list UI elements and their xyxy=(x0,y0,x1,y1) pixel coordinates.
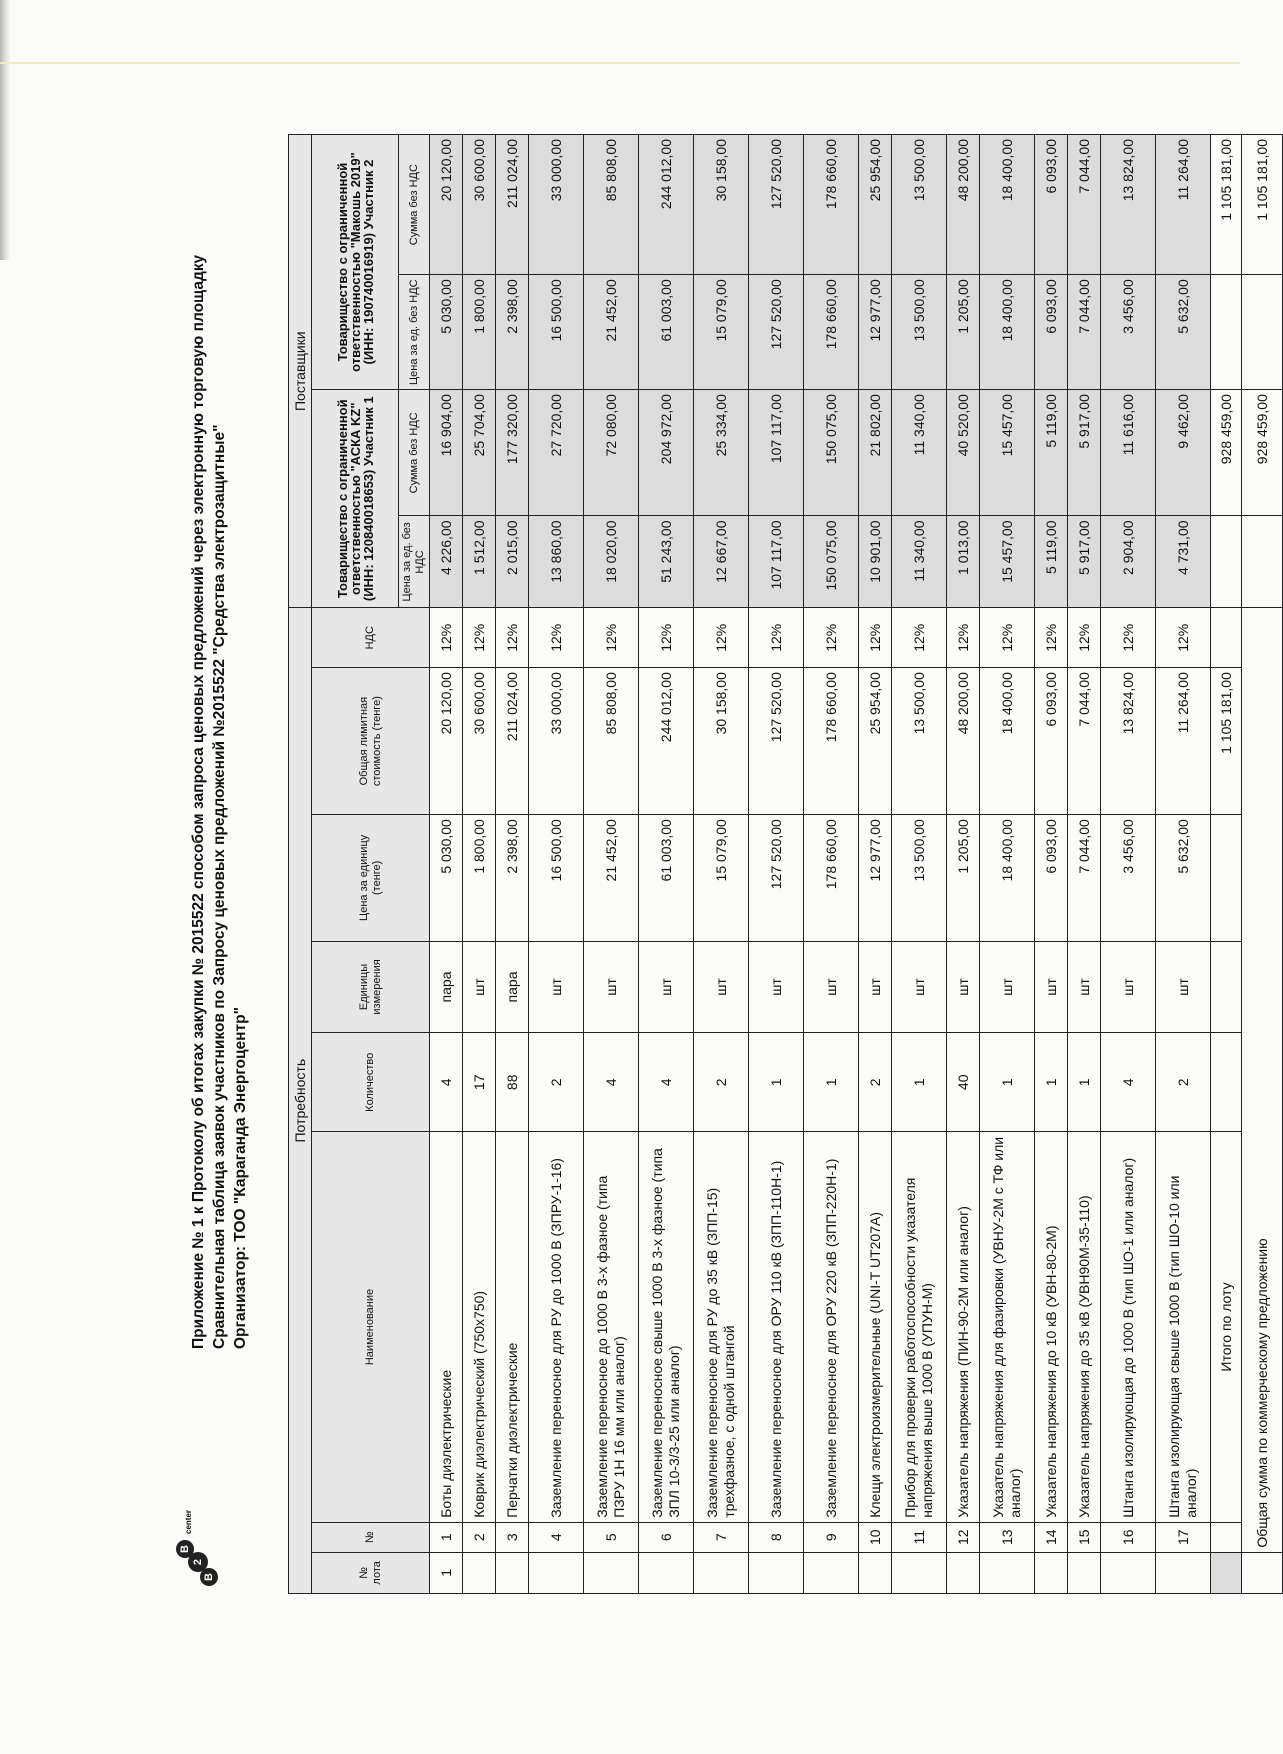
cell-p2-price: 7 044,00 xyxy=(1068,275,1101,390)
cell-price: 18 400,00 xyxy=(980,815,1035,941)
cell-n: 2 xyxy=(463,1522,496,1552)
cell-p2-sum: 7 044,00 xyxy=(1068,135,1101,275)
cell-total: 244 012,00 xyxy=(639,668,694,815)
cell-p2-sum: 13 824,00 xyxy=(1101,135,1156,275)
cell-vat: 12% xyxy=(529,608,584,668)
cell-vat: 12% xyxy=(1035,608,1068,668)
cell-total: 13 500,00 xyxy=(892,668,947,815)
cell-total: 7 044,00 xyxy=(1068,668,1101,815)
cell-p2-price: 5 030,00 xyxy=(430,275,463,390)
cell-total: 30 158,00 xyxy=(694,668,749,815)
rotated-page xyxy=(170,134,1270,1594)
table-row xyxy=(584,135,639,1594)
cell-n: 10 xyxy=(859,1522,892,1552)
cell-p1-price: 5 119,00 xyxy=(1035,516,1068,608)
table-row xyxy=(1068,135,1101,1594)
participant-1-header: Товарищество с ограниченной ответственностью "АСКА KZ" (ИНН: 120840018653) Участник 1 xyxy=(312,390,399,608)
cell-p1-price: 15 457,00 xyxy=(980,516,1035,608)
cell-p1-sum: 9 462,00 xyxy=(1156,390,1211,516)
cell-p1-price: 11 340,00 xyxy=(892,516,947,608)
cell-p1-price: 51 243,00 xyxy=(639,516,694,608)
cell-n: 11 xyxy=(892,1522,947,1552)
cell-unit: шт xyxy=(980,941,1035,1033)
cell-p2-sum: 33 000,00 xyxy=(529,135,584,275)
cell-unit: шт xyxy=(1156,941,1211,1033)
cell-vat: 12% xyxy=(859,608,892,668)
cell-name: Боты диэлектрические xyxy=(430,1132,463,1523)
lot-total-p2: 1 105 181,00 xyxy=(1211,135,1242,275)
cell-name: Коврик диэлектрический (750х750) xyxy=(463,1132,496,1523)
scan-edge xyxy=(0,0,10,260)
table-row xyxy=(892,135,947,1594)
cell-unit: шт xyxy=(859,941,892,1033)
cell-total: 127 520,00 xyxy=(749,668,804,815)
need-header: Потребность xyxy=(289,608,312,1594)
cell-price: 3 456,00 xyxy=(1101,815,1156,941)
cell-p2-price: 5 632,00 xyxy=(1156,275,1211,390)
cell-total: 30 600,00 xyxy=(463,668,496,815)
table-row xyxy=(980,135,1035,1594)
cell-qty: 2 xyxy=(1156,1033,1211,1132)
cell-p1-sum: 25 334,00 xyxy=(694,390,749,516)
table-row xyxy=(694,135,749,1594)
cell-price: 127 520,00 xyxy=(749,815,804,941)
cell-p1-sum: 25 704,00 xyxy=(463,390,496,516)
cell-p2-sum: 25 954,00 xyxy=(859,135,892,275)
cell-p2-price: 15 079,00 xyxy=(694,275,749,390)
cell-p1-sum: 107 117,00 xyxy=(749,390,804,516)
cell-p2-price: 18 400,00 xyxy=(980,275,1035,390)
cell-price: 1 205,00 xyxy=(947,815,980,941)
cell-name: Заземление переносное до 1000 В 3-х фазное (типа ПЗРУ 1Н 16 мм или аналог) xyxy=(584,1132,639,1523)
cell-p2-price: 16 500,00 xyxy=(529,275,584,390)
cell-n: 1 xyxy=(430,1522,463,1552)
cell-p1-sum: 15 457,00 xyxy=(980,390,1035,516)
cell-p1-price: 150 075,00 xyxy=(804,516,859,608)
table-row xyxy=(1101,135,1156,1594)
cell-price: 6 093,00 xyxy=(1035,815,1068,941)
cell-p2-sum: 6 093,00 xyxy=(1035,135,1068,275)
cell-price: 2 398,00 xyxy=(496,815,529,941)
cell-name: Штанга изолирующая свыше 1000 В (тип ШО-10 или аналог) xyxy=(1156,1132,1211,1523)
cell-name: Указатель напряжения до 35 кВ (УВН90М-35-110) xyxy=(1068,1132,1101,1523)
table-row xyxy=(947,135,980,1594)
cell-unit: шт xyxy=(463,941,496,1033)
cell-total: 18 400,00 xyxy=(980,668,1035,815)
cell-n: 16 xyxy=(1101,1522,1156,1552)
cell-qty: 1 xyxy=(804,1033,859,1132)
cell-vat: 12% xyxy=(1068,608,1101,668)
lot-total-row xyxy=(1211,135,1242,1594)
cell-qty: 4 xyxy=(1101,1033,1156,1132)
cell-qty: 1 xyxy=(1068,1033,1101,1132)
cell-p2-sum: 13 500,00 xyxy=(892,135,947,275)
cell-vat: 12% xyxy=(1156,608,1211,668)
cell-vat: 12% xyxy=(639,608,694,668)
cell-vat: 12% xyxy=(430,608,463,668)
cell-unit: шт xyxy=(584,941,639,1033)
cell-p1-price: 1 013,00 xyxy=(947,516,980,608)
cell-p1-price: 13 860,00 xyxy=(529,516,584,608)
cell-price: 21 452,00 xyxy=(584,815,639,941)
cell-n: 5 xyxy=(584,1522,639,1552)
cell-name: Заземление переносное свыше 1000 В 3-х фазное (типа ЗПЛ 10-3/3-25 или аналог) xyxy=(639,1132,694,1523)
cell-p1-sum: 16 904,00 xyxy=(430,390,463,516)
cell-name: Заземление переносное для ОРУ 220 кВ (ЗПП-220Н-1) xyxy=(804,1132,859,1523)
b2b-center-logo: B 2 B center xyxy=(174,1436,234,1586)
cell-vat: 12% xyxy=(496,608,529,668)
cell-p1-price: 1 512,00 xyxy=(463,516,496,608)
cell-unit: шт xyxy=(1035,941,1068,1033)
cell-unit: шт xyxy=(529,941,584,1033)
cell-n: 8 xyxy=(749,1522,804,1552)
document-titles xyxy=(188,255,251,1349)
table-body xyxy=(430,135,1211,1594)
commercial-total-row xyxy=(1242,135,1283,1594)
p1-sum-header: Сумма без НДС xyxy=(399,390,430,516)
cell-total: 25 954,00 xyxy=(859,668,892,815)
cell-p1-price: 2 015,00 xyxy=(496,516,529,608)
cell-p2-price: 61 003,00 xyxy=(639,275,694,390)
cell-total: 85 808,00 xyxy=(584,668,639,815)
cell-total: 48 200,00 xyxy=(947,668,980,815)
cell-name: Штанга изолирующая до 1000 В (тип ШО-1 или аналог) xyxy=(1101,1132,1156,1523)
cell-qty: 1 xyxy=(749,1033,804,1132)
cell-p1-price: 107 117,00 xyxy=(749,516,804,608)
cell-p1-sum: 27 720,00 xyxy=(529,390,584,516)
cell-unit: шт xyxy=(947,941,980,1033)
cell-total: 6 093,00 xyxy=(1035,668,1068,815)
cell-qty: 1 xyxy=(892,1033,947,1132)
cell-qty: 1 xyxy=(980,1033,1035,1132)
qty-col-header: Количество xyxy=(312,1033,430,1132)
cell-unit: шт xyxy=(639,941,694,1033)
cell-p1-sum: 21 802,00 xyxy=(859,390,892,516)
cell-qty: 2 xyxy=(694,1033,749,1132)
cell-price: 13 500,00 xyxy=(892,815,947,941)
table-row xyxy=(529,135,584,1594)
cell-qty: 2 xyxy=(859,1033,892,1132)
cell-p2-price: 21 452,00 xyxy=(584,275,639,390)
cell-n: 6 xyxy=(639,1522,694,1552)
cell-p2-sum: 85 808,00 xyxy=(584,135,639,275)
cell-p2-price: 12 977,00 xyxy=(859,275,892,390)
cell-price: 61 003,00 xyxy=(639,815,694,941)
p2-sum-header: Сумма без НДС xyxy=(399,135,430,275)
lot-total-limit: 1 105 181,00 xyxy=(1211,668,1242,815)
table-row xyxy=(1156,135,1211,1594)
cell-n: 12 xyxy=(947,1522,980,1552)
cell-price: 16 500,00 xyxy=(529,815,584,941)
cell-total: 178 660,00 xyxy=(804,668,859,815)
cell-p1-sum: 40 520,00 xyxy=(947,390,980,516)
p1-unit-price-header: Цена за ед. без НДС xyxy=(399,516,430,608)
cell-p1-price: 18 020,00 xyxy=(584,516,639,608)
cell-p2-sum: 244 012,00 xyxy=(639,135,694,275)
cell-vat: 12% xyxy=(947,608,980,668)
cell-p1-sum: 5 917,00 xyxy=(1068,390,1101,516)
cell-p2-price: 3 456,00 xyxy=(1101,275,1156,390)
table-row xyxy=(430,135,463,1594)
cell-p2-price: 6 093,00 xyxy=(1035,275,1068,390)
cell-p2-sum: 11 264,00 xyxy=(1156,135,1211,275)
cell-p1-price: 12 667,00 xyxy=(694,516,749,608)
cell-total: 13 824,00 xyxy=(1101,668,1156,815)
cell-name: Заземление переносное для ОРУ 110 кВ (ЗПП-110Н-1) xyxy=(749,1132,804,1523)
table-row xyxy=(639,135,694,1594)
cell-p2-sum: 30 600,00 xyxy=(463,135,496,275)
cell-vat: 12% xyxy=(1101,608,1156,668)
price-col-header: Цена за единицу (тенге) xyxy=(312,815,430,941)
cell-name: Клещи электроизмерительные (UNI-T UT207A) xyxy=(859,1132,892,1523)
cell-price: 5 030,00 xyxy=(430,815,463,941)
scan-line xyxy=(0,62,1240,64)
cell-p2-sum: 211 024,00 xyxy=(496,135,529,275)
lot-total-p1: 928 459,00 xyxy=(1211,390,1242,516)
cell-name: Прибор для проверки работоспособности указателя напряжения выше 1000 В (УПУН-М) xyxy=(892,1132,947,1523)
cell-vat: 12% xyxy=(463,608,496,668)
table-row xyxy=(859,135,892,1594)
cell-p2-price: 13 500,00 xyxy=(892,275,947,390)
cell-p2-sum: 178 660,00 xyxy=(804,135,859,275)
p2-unit-price-header: Цена за ед. без НДС xyxy=(399,275,430,390)
cell-vat: 12% xyxy=(694,608,749,668)
cell-n: 17 xyxy=(1156,1522,1211,1552)
cell-p2-price: 2 398,00 xyxy=(496,275,529,390)
table-row xyxy=(463,135,496,1594)
cell-p1-price: 4 731,00 xyxy=(1156,516,1211,608)
cell-p2-sum: 127 520,00 xyxy=(749,135,804,275)
cell-p1-sum: 5 119,00 xyxy=(1035,390,1068,516)
cell-name: Заземление переносное для РУ до 35 кВ (ЗПП-15) трехфазное, с одной штангой xyxy=(694,1132,749,1523)
cell-p1-sum: 11 616,00 xyxy=(1101,390,1156,516)
cell-qty: 1 xyxy=(1035,1033,1068,1132)
title-line-3: Организатор: ТОО "Караганда Энергоцентр" xyxy=(232,1007,249,1349)
lot-total-label: Итого по лоту xyxy=(1211,1132,1242,1523)
table-row xyxy=(804,135,859,1594)
cell-total: 33 000,00 xyxy=(529,668,584,815)
cell-p2-sum: 30 158,00 xyxy=(694,135,749,275)
cell-qty: 4 xyxy=(430,1033,463,1132)
cell-qty: 88 xyxy=(496,1033,529,1132)
document-header xyxy=(170,134,288,1594)
cell-n: 15 xyxy=(1068,1522,1101,1552)
unit-col-header: Единицы измерения xyxy=(312,941,430,1033)
cell-total: 11 264,00 xyxy=(1156,668,1211,815)
num-col-header: № xyxy=(312,1522,430,1552)
cell-p1-price: 4 226,00 xyxy=(430,516,463,608)
cell-p2-sum: 18 400,00 xyxy=(980,135,1035,275)
cell-p1-sum: 11 340,00 xyxy=(892,390,947,516)
lot-col-header: № лота xyxy=(312,1552,430,1593)
cell-vat: 12% xyxy=(584,608,639,668)
commercial-total-p2: 1 105 181,00 xyxy=(1242,135,1283,275)
cell-price: 1 800,00 xyxy=(463,815,496,941)
suppliers-header: Поставщики xyxy=(289,135,312,608)
commercial-total-label: Общая сумма по коммерческому предложению xyxy=(1242,608,1283,1552)
cell-n: 9 xyxy=(804,1522,859,1552)
cell-unit: шт xyxy=(892,941,947,1033)
cell-unit: пара xyxy=(430,941,463,1033)
cell-total: 211 024,00 xyxy=(496,668,529,815)
cell-p2-price: 178 660,00 xyxy=(804,275,859,390)
cell-p1-sum: 72 080,00 xyxy=(584,390,639,516)
cell-name: Указатель напряжения до 10 кВ (УВН-80-2М) xyxy=(1035,1132,1068,1523)
cell-n: 7 xyxy=(694,1522,749,1552)
cell-qty: 40 xyxy=(947,1033,980,1132)
cell-qty: 2 xyxy=(529,1033,584,1132)
cell-name: Перчатки диэлектрические xyxy=(496,1132,529,1523)
table-row xyxy=(496,135,529,1594)
cell-p1-price: 10 901,00 xyxy=(859,516,892,608)
cell-unit: шт xyxy=(1068,941,1101,1033)
cell-price: 12 977,00 xyxy=(859,815,892,941)
table-row xyxy=(1035,135,1068,1594)
cell-price: 5 632,00 xyxy=(1156,815,1211,941)
cell-price: 15 079,00 xyxy=(694,815,749,941)
cell-p1-sum: 150 075,00 xyxy=(804,390,859,516)
vat-col-header: НДС xyxy=(312,608,430,668)
cell-unit: пара xyxy=(496,941,529,1033)
cell-unit: шт xyxy=(749,941,804,1033)
cell-p2-sum: 48 200,00 xyxy=(947,135,980,275)
comparison-table xyxy=(288,134,1283,1594)
cell-p1-sum: 177 320,00 xyxy=(496,390,529,516)
cell-name: Заземление переносное для РУ до 1000 В (ЗПРУ-1-16) xyxy=(529,1132,584,1523)
cell-vat: 12% xyxy=(804,608,859,668)
cell-qty: 4 xyxy=(584,1033,639,1132)
name-col-header: Наименование xyxy=(312,1132,430,1523)
cell-p1-price: 2 904,00 xyxy=(1101,516,1156,608)
cell-n: 4 xyxy=(529,1522,584,1552)
cell-total: 20 120,00 xyxy=(430,668,463,815)
cell-qty: 17 xyxy=(463,1033,496,1132)
cell-name: Указатель напряжения для фазировки (УВНУ-2М с ТФ или аналог) xyxy=(980,1132,1035,1523)
cell-unit: шт xyxy=(1101,941,1156,1033)
cell-p2-sum: 20 120,00 xyxy=(430,135,463,275)
cell-p2-price: 1 800,00 xyxy=(463,275,496,390)
total-col-header: Общая лимитная стоимость (тенге) xyxy=(312,668,430,815)
cell-vat: 12% xyxy=(980,608,1035,668)
cell-n: 14 xyxy=(1035,1522,1068,1552)
participant-2-header: Товарищество с ограниченной ответственностью "Макошь 2019" (ИНН: 190740016919) Участник 2 xyxy=(312,135,399,390)
title-line-1: Приложение № 1 к Протоколу об итогах закупки № 2015522 способом запроса ценовых предложений через электронную торговую площадку xyxy=(190,254,207,1349)
lot-number: 1 xyxy=(430,1552,463,1593)
cell-p1-sum: 204 972,00 xyxy=(639,390,694,516)
cell-price: 7 044,00 xyxy=(1068,815,1101,941)
title-line-2: Сравнительная таблица заявок участников по Запросу ценовых предложений №2015522 "Средства электрозащитные" xyxy=(211,424,228,1349)
cell-p2-price: 127 520,00 xyxy=(749,275,804,390)
cell-n: 13 xyxy=(980,1522,1035,1552)
cell-unit: шт xyxy=(804,941,859,1033)
cell-p1-price: 5 917,00 xyxy=(1068,516,1101,608)
cell-qty: 4 xyxy=(639,1033,694,1132)
cell-vat: 12% xyxy=(892,608,947,668)
cell-vat: 12% xyxy=(749,608,804,668)
commercial-total-p1: 928 459,00 xyxy=(1242,390,1283,516)
table-row xyxy=(749,135,804,1594)
cell-unit: шт xyxy=(694,941,749,1033)
cell-price: 178 660,00 xyxy=(804,815,859,941)
cell-name: Указатель напряжения (ПИН-90-2М или аналог) xyxy=(947,1132,980,1523)
cell-p2-price: 1 205,00 xyxy=(947,275,980,390)
cell-n: 3 xyxy=(496,1522,529,1552)
